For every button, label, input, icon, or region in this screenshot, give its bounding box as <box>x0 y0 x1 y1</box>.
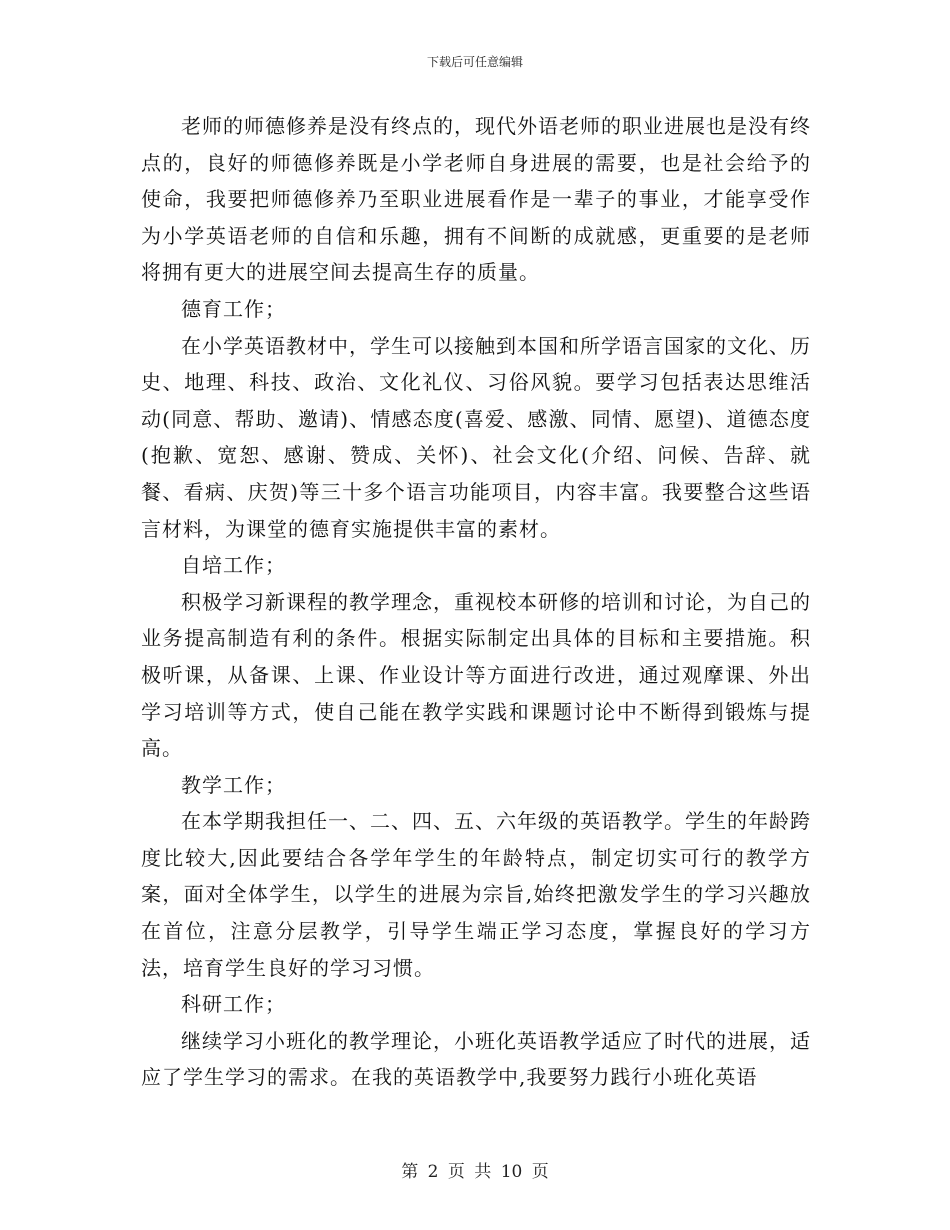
page-header: 下载后可任意编辑 <box>426 55 523 69</box>
document-body <box>141 108 811 1096</box>
paragraph-research: 继续学习小班化的教学理论，小班化英语教学适应了时代的进展，适应了学生学习的需求。在我的英语教学中,我要努力践行小班化英语 <box>141 1028 811 1090</box>
heading-moral-education: 德育工作； <box>181 296 286 321</box>
page-number: 第 2 页 共 10 页 <box>401 1162 549 1182</box>
heading-self-training: 自培工作； <box>181 553 286 578</box>
heading-research: 科研工作； <box>181 992 286 1017</box>
paragraph-ethics: 老师的师德修养是没有终点的，现代外语老师的职业进展也是没有终点的，良好的师德修养既是小学老师自身进展的需要，也是社会给予的使命，我要把师德修养乃至职业进展看作是一辈子的事业，才能享受作为小学英语老师的自信和乐趣，拥有不间断的成就感，更重要的是老师将拥有更大的进展空间去提高生存的质量。 <box>141 114 811 285</box>
paragraph-self-training: 积极学习新课程的教学理念，重视校本研修的培训和讨论，为自己的业务提高制造有利的条件。根据实际制定出具体的目标和主要措施。积极听课，从备课、上课、作业设计等方面进行改进，通过观摩课、外出学习培训等方式，使自己能在教学实践和课题讨论中不断得到锻炼与提高。 <box>141 589 811 761</box>
paragraph-teaching: 在本学期我担任一、二、四、五、六年级的英语教学。学生的年龄跨度比较大,因此要结合各学年学生的年龄特点，制定切实可行的教学方案，面对全体学生，以学生的进展为宗旨,始终把激发学生的学习兴趣放在首位，注意分层教学，引导学生端正学习态度，掌握良好的学习方法，培育学生良好的学习习惯。 <box>141 809 811 980</box>
paragraph-moral-education: 在小学英语教材中，学生可以接触到本国和所学语言国家的文化、历史、地理、科技、政治、文化礼仪、习俗风貌。要学习包括表达思维活动(同意、帮助、邀请)、情感态度(喜爱、感激、同情、愿望)、道德态度(抱歉、宽恕、感谢、赞成、关怀)、社会文化(介绍、问候、告辞、就餐、看病、庆贺)等三十多个语言功能项目，内容丰富。我要整合这些语言材料，为课堂的德育实施提供丰富的素材。 <box>141 333 811 541</box>
heading-teaching: 教学工作； <box>181 772 286 797</box>
